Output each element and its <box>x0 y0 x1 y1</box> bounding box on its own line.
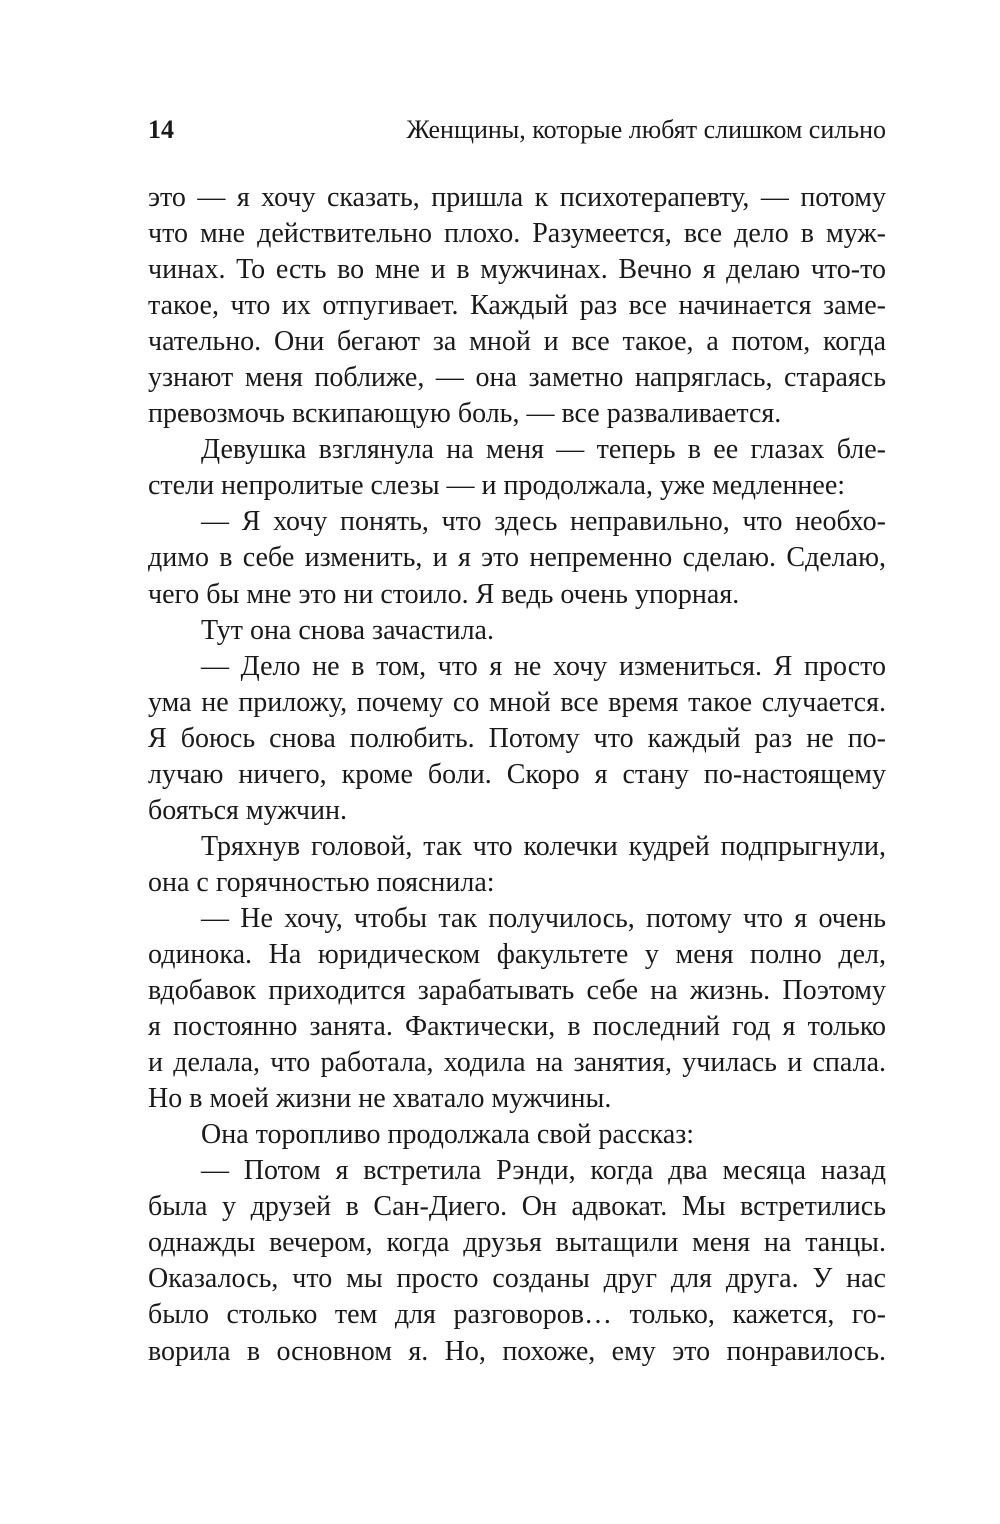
text-line: чинах. То есть во мне и в мужчинах. Вечно я делаю что-то <box>148 254 886 286</box>
text-line: чего бы мне это ни стоило. Я ведь очень упорная. <box>148 578 740 610</box>
text-line: — Я хочу понять, что здесь неправильно, что необхо- <box>201 506 886 538</box>
text-line: это — я хочу сказать, пришла к психотерапевту, — потому <box>148 182 886 213</box>
text-line: Тут она снова зачастила. <box>201 614 494 646</box>
text-line: стели непролитые слезы — и продолжала, уже медленнее: <box>148 470 846 502</box>
running-head <box>148 112 886 148</box>
text-line: было столько тем для разговоров… только, кажется, го- <box>148 1299 886 1331</box>
body-text <box>148 180 886 1370</box>
text-line: чательно. Они бегают за мной и все такое, а потом, когда <box>148 326 886 358</box>
text-line: одинока. На юридическом факультете у меня полно дел, <box>148 938 886 970</box>
text-line: я постоянно занята. Фактически, в последний год я только <box>148 1011 886 1043</box>
text-line: узнают меня поближе, — она заметно напряглась, стараясь <box>148 362 886 394</box>
text-line: бояться мужчин. <box>148 794 347 826</box>
text-line: Она торопливо продолжала свой рассказ: <box>201 1119 695 1151</box>
text-line: Но в моей жизни не хватало мужчины. <box>148 1083 612 1115</box>
text-line: такое, что их отпугивает. Каждый раз все начинается заме- <box>148 290 886 322</box>
text-line: ворила в основном я. Но, похоже, ему это понравилось. <box>148 1335 886 1367</box>
text-line: она с горячностью пояснила: <box>148 866 495 898</box>
text-line: была у друзей в Сан-Диего. Он адвокат. Мы встретились <box>148 1191 886 1223</box>
text-line: превозмочь вскипающую боль, — все разваливается. <box>148 398 782 430</box>
text-line: Оказалось, что мы просто созданы друг для друга. У нас <box>148 1263 886 1295</box>
text-line: и делала, что работала, ходила на занятия, училась и спала. <box>148 1047 886 1079</box>
text-line: вдобавок приходится зарабатывать себе на жизнь. Поэтому <box>148 975 886 1007</box>
text-line: однажды вечером, когда друзья вытащили меня на танцы. <box>148 1227 886 1259</box>
text-line: Я боюсь снова полюбить. Потому что каждый раз не по- <box>148 722 886 754</box>
text-line: Девушка взглянула на меня — теперь в ее глазах бле- <box>201 434 886 466</box>
text-line: лучаю ничего, кроме боли. Скоро я стану по-настоящему <box>148 758 886 790</box>
text-line: — Потом я встретила Рэнди, когда два месяца назад <box>201 1155 886 1187</box>
page-number: 14 <box>148 115 174 144</box>
text-line: ума не приложу, почему со мной все время такое случается. <box>148 686 886 718</box>
text-line: димо в себе изменить, и я это непременно сделаю. Сделаю, <box>148 542 886 574</box>
text-line: что мне действительно плохо. Разумеется, все дело в муж- <box>148 218 886 250</box>
book-title: Женщины, которые любят слишком сильно <box>406 115 886 144</box>
text-line: — Не хочу, чтобы так получилось, потому что я очень <box>201 902 886 934</box>
text-line: — Дело не в том, что я не хочу измениться. Я просто <box>201 650 886 682</box>
text-line: Тряхнув головой, так что колечки кудрей подпрыгнули, <box>201 830 886 862</box>
